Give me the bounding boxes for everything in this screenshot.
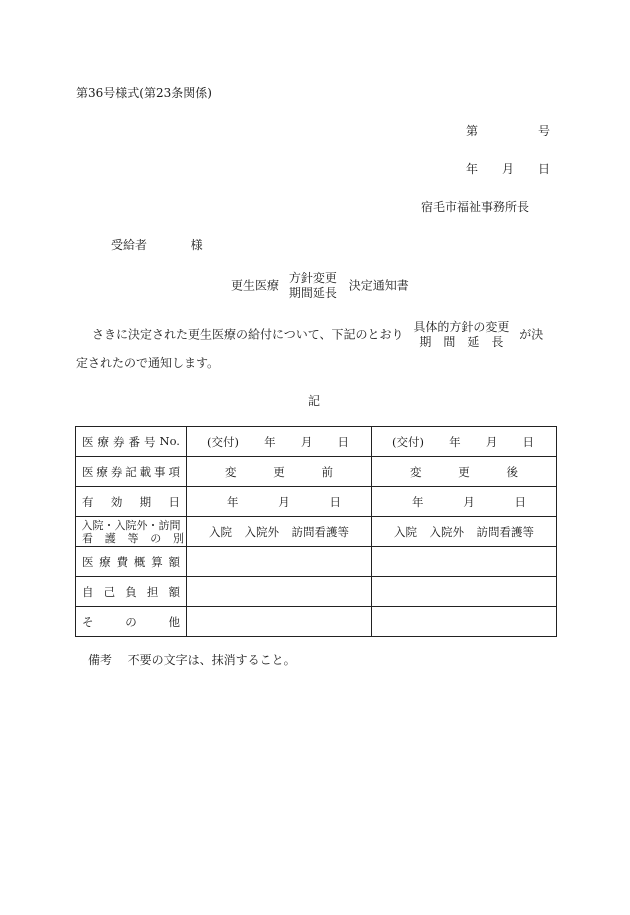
row-label-valid-date: 有 効 期 日 (76, 487, 187, 517)
table-row (76, 517, 557, 547)
issue-date (466, 160, 550, 177)
estimated-cost-left (187, 547, 372, 577)
document-title (231, 271, 409, 301)
change-after: 変 更 後 (372, 457, 557, 487)
recipient-honorific: 様 (190, 238, 203, 252)
care-type-left: 入院 入院外 訪問看護等 (187, 517, 372, 547)
recipient (111, 236, 203, 253)
date-month: 月 (501, 162, 514, 176)
table-row (76, 427, 557, 457)
change-before: 変 更 前 (187, 457, 372, 487)
row-label-self-pay: 自 己 負 担 額 (76, 577, 187, 607)
table-row (76, 577, 557, 607)
date-year: 年 (466, 162, 479, 176)
number-suffix: 号 (537, 124, 550, 138)
row-label-estimated-cost: 医 療 費 概 算 額 (76, 547, 187, 577)
title-option-2: 期間延長 (288, 286, 337, 300)
title-option-1: 方針変更 (288, 271, 337, 285)
body-line-1 (92, 320, 543, 350)
body-line-2: 定されたので通知します。 (76, 356, 220, 370)
number-prefix: 第 (466, 124, 479, 138)
details-table (75, 426, 557, 637)
recipient-label: 受給者 (111, 238, 148, 252)
table-row (76, 457, 557, 487)
table-row (76, 607, 557, 637)
body-option-2: 期 間 延 長 (419, 335, 504, 349)
self-pay-left (187, 577, 372, 607)
self-pay-right (372, 577, 557, 607)
card-number-left: (交付) 年 月 日 (187, 427, 372, 457)
date-day: 日 (537, 162, 550, 176)
title-prefix: 更生医療 (231, 278, 280, 293)
other-left (187, 607, 372, 637)
ki-heading: 記 (308, 394, 321, 408)
document-number (466, 122, 550, 139)
title-suffix: 決定通知書 (348, 278, 409, 293)
row-label-other: そ の 他 (76, 607, 187, 637)
row-label-care-type: 入院・入院外・訪問 看 護 等 の 別 (76, 517, 187, 547)
body-part-2: が決 (519, 327, 544, 342)
row-label-card-items: 医 療 券 記 載 事 項 (76, 457, 187, 487)
care-type-right: 入院 入院外 訪問看護等 (372, 517, 557, 547)
remarks-text: 不要の文字は、抹消すること。 (127, 653, 296, 667)
table-row (76, 487, 557, 517)
remarks (88, 651, 296, 668)
table-row (76, 547, 557, 577)
other-right (372, 607, 557, 637)
form-id: 第36号様式(第23条関係) (76, 86, 212, 100)
card-number-right: (交付) 年 月 日 (372, 427, 557, 457)
body-option-1: 具体的方針の変更 (413, 320, 510, 334)
issuer: 宿毛市福祉事務所長 (421, 200, 530, 214)
valid-date-left: 年 月 日 (187, 487, 372, 517)
row-label-card-number: 医 療 券 番 号 No. (76, 427, 187, 457)
valid-date-right: 年 月 日 (372, 487, 557, 517)
estimated-cost-right (372, 547, 557, 577)
body-part-1: さきに決定された更生医療の給付について、下記のとおり (92, 327, 404, 342)
remarks-label: 備考 (88, 653, 113, 667)
